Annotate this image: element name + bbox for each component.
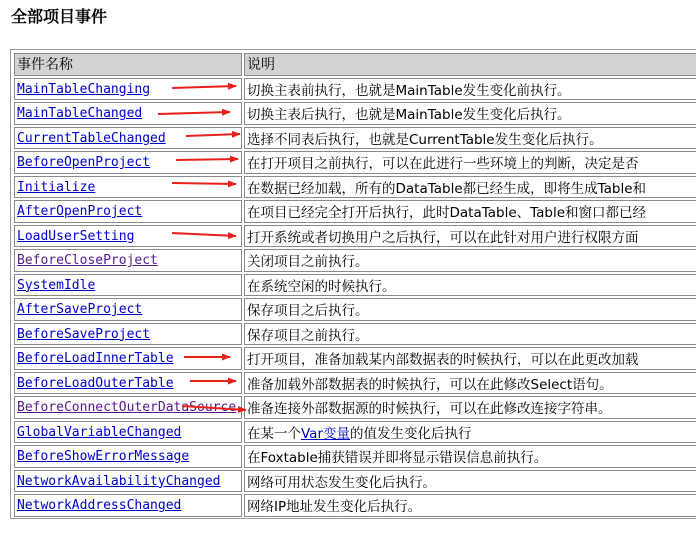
event-name-cell <box>14 225 242 248</box>
event-name-cell <box>14 445 242 468</box>
description-text: 在某一个 <box>247 425 301 442</box>
event-description: 关闭项目之前执行。 <box>244 249 696 272</box>
event-link-aftersaveproject[interactable]: AfterSaveProject <box>17 302 143 318</box>
event-link-systemidle[interactable]: SystemIdle <box>17 277 96 293</box>
table-row <box>14 372 696 395</box>
event-description: 网络可用状态发生变化后执行。 <box>244 470 696 493</box>
event-description: 在系统空闲的时候执行。 <box>244 274 696 297</box>
event-name-cell <box>14 372 242 395</box>
table-row <box>14 102 696 125</box>
table-row <box>14 200 696 223</box>
event-description: 在项目已经完全打开后执行，此时DataTable、Table和窗口都已经 <box>244 200 696 223</box>
event-name-cell <box>14 78 242 101</box>
event-name-cell <box>14 470 242 493</box>
event-name-cell <box>14 127 242 150</box>
event-description: 保存项目之后执行。 <box>244 298 696 321</box>
event-description: 网络IP地址发生变化后执行。 <box>244 494 696 517</box>
events-table <box>12 51 696 519</box>
event-name-cell <box>14 102 242 125</box>
event-description: 准备连接外部数据源的时候执行，可以在此修改连接字符串。 <box>244 396 696 419</box>
column-header-description: 说明 <box>244 53 696 76</box>
event-name-cell <box>14 396 242 419</box>
event-description: 打开项目，准备加载某内部数据表的时候执行，可以在此更改加载 <box>244 347 696 370</box>
event-description <box>244 421 696 444</box>
event-link-beforeloadoutertable[interactable]: BeforeLoadOuterTable <box>17 375 174 391</box>
event-name-cell <box>14 347 242 370</box>
event-name-cell <box>14 494 242 517</box>
table-row <box>14 249 696 272</box>
event-name-cell <box>14 421 242 444</box>
description-text: 的值发生变化后执行 <box>350 425 472 442</box>
event-description: 打开系统或者切换用户之后执行，可以在此针对用户进行权限方面 <box>244 225 696 248</box>
event-name-cell <box>14 274 242 297</box>
event-link-globalvariablechanged[interactable]: GlobalVariableChanged <box>17 424 182 440</box>
event-link-initialize[interactable]: Initialize <box>17 179 96 195</box>
event-description: 在Foxtable捕获错误并即将显示错误信息前执行。 <box>244 445 696 468</box>
event-description: 切换主表前执行，也就是MainTable发生变化前执行。 <box>244 78 696 101</box>
table-row <box>14 225 696 248</box>
table-row <box>14 151 696 174</box>
table-row <box>14 298 696 321</box>
table-row <box>14 494 696 517</box>
event-description: 在数据已经加载，所有的DataTable都已经生成，即将生成Table和 <box>244 176 696 199</box>
table-row <box>14 396 696 419</box>
event-description: 切换主表后执行，也就是MainTable发生变化后执行。 <box>244 102 696 125</box>
var-variable-link[interactable]: Var变量 <box>301 425 351 442</box>
column-header-name: 事件名称 <box>14 53 242 76</box>
event-link-networkaddresschanged[interactable]: NetworkAddressChanged <box>17 498 182 514</box>
table-row <box>14 323 696 346</box>
event-name-cell <box>14 249 242 272</box>
event-description: 准备加载外部数据表的时候执行，可以在此修改Select语句。 <box>244 372 696 395</box>
event-link-maintablechanging[interactable]: MainTableChanging <box>17 81 151 97</box>
event-name-cell <box>14 200 242 223</box>
table-row <box>14 78 696 101</box>
events-table-container <box>10 49 696 519</box>
table-row <box>14 421 696 444</box>
event-link-afteropenproject[interactable]: AfterOpenProject <box>17 204 143 220</box>
event-description: 选择不同表后执行，也就是CurrentTable发生变化后执行。 <box>244 127 696 150</box>
table-row <box>14 470 696 493</box>
event-description: 保存项目之前执行。 <box>244 323 696 346</box>
event-link-beforesaveproject[interactable]: BeforeSaveProject <box>17 326 151 342</box>
table-row <box>14 176 696 199</box>
table-row <box>14 445 696 468</box>
event-description: 在打开项目之前执行，可以在此进行一些环境上的判断，决定是否 <box>244 151 696 174</box>
page-title: 全部项目事件 <box>11 7 108 26</box>
event-name-cell <box>14 323 242 346</box>
event-link-beforeloadinnertable[interactable]: BeforeLoadInnerTable <box>17 351 174 367</box>
event-link-loadusersetting[interactable]: LoadUserSetting <box>17 228 135 244</box>
event-link-maintablechanged[interactable]: MainTableChanged <box>17 106 143 122</box>
event-link-beforecloseproject[interactable]: BeforeCloseProject <box>17 253 158 269</box>
table-row <box>14 127 696 150</box>
event-link-beforeshowerrormessage[interactable]: BeforeShowErrorMessage <box>17 449 190 465</box>
event-link-beforeopenproject[interactable]: BeforeOpenProject <box>17 155 151 171</box>
event-link-networkavailabilitychanged[interactable]: NetworkAvailabilityChanged <box>17 473 221 489</box>
event-name-cell <box>14 176 242 199</box>
event-link-beforeconnectouterdatasource[interactable]: BeforeConnectOuterDataSource <box>17 400 237 416</box>
event-name-cell <box>14 151 242 174</box>
table-row <box>14 274 696 297</box>
event-link-currenttablechanged[interactable]: CurrentTableChanged <box>17 130 166 146</box>
table-row <box>14 347 696 370</box>
table-header-row <box>14 53 696 76</box>
event-name-cell <box>14 298 242 321</box>
